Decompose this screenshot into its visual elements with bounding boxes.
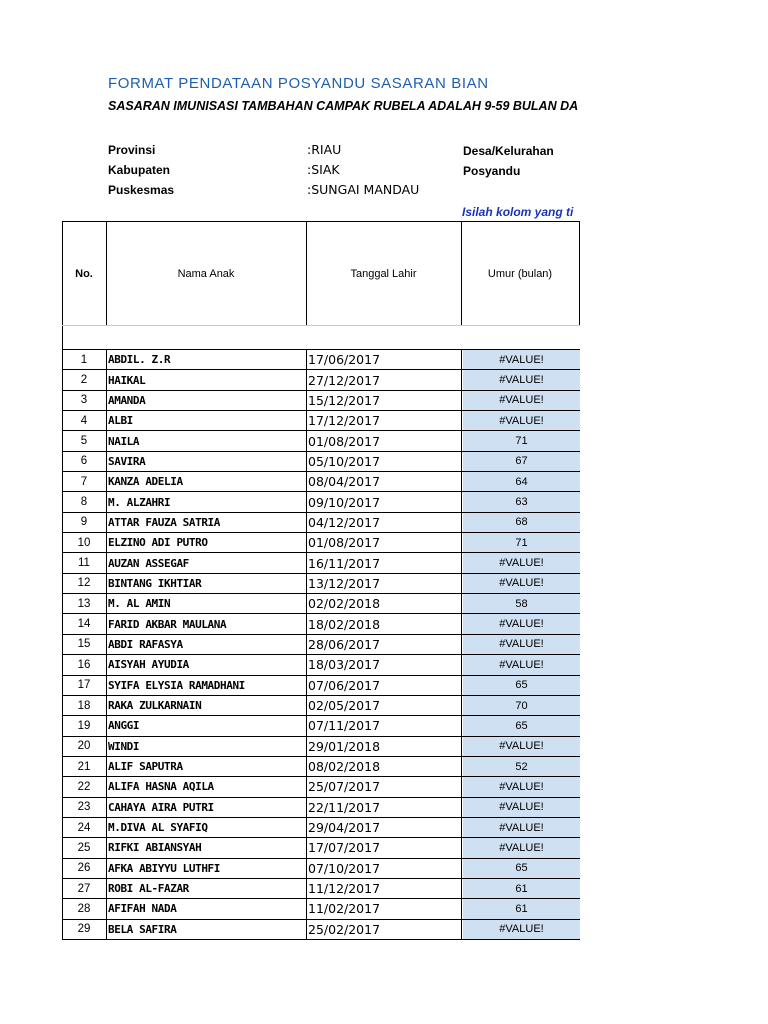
cell-no[interactable]: 26 xyxy=(77,862,91,875)
cell-nama-anak[interactable]: AFKA ABIYYU LUTHFI xyxy=(108,861,221,875)
cell-no[interactable]: 18 xyxy=(77,699,91,712)
cell-umur[interactable]: #VALUE! xyxy=(463,614,580,633)
table-row[interactable] xyxy=(62,899,580,919)
cell-nama-anak[interactable]: AUZAN ASSEGAF xyxy=(108,556,189,570)
table-row[interactable] xyxy=(62,635,580,655)
table-row[interactable] xyxy=(62,676,580,696)
cell-umur[interactable]: 65 xyxy=(463,716,580,735)
cell-umur[interactable]: #VALUE! xyxy=(463,635,580,654)
data-table xyxy=(62,221,580,940)
cell-no[interactable]: 13 xyxy=(77,597,91,610)
cell-nama-anak[interactable]: RAKA ZULKARNAIN xyxy=(108,699,202,713)
table-row[interactable] xyxy=(62,920,580,940)
cell-tanggal-lahir[interactable]: 25/07/2017 xyxy=(308,779,381,795)
cell-umur[interactable]: #VALUE! xyxy=(463,920,580,939)
cell-tanggal-lahir[interactable]: 17/06/2017 xyxy=(308,352,381,368)
cell-no[interactable]: 20 xyxy=(77,740,91,753)
cell-no[interactable]: 21 xyxy=(77,760,91,773)
cell-umur[interactable]: 61 xyxy=(463,899,580,918)
cell-no[interactable]: 27 xyxy=(77,882,91,895)
cell-tanggal-lahir[interactable]: 01/08/2017 xyxy=(308,433,381,449)
cell-tanggal-lahir[interactable]: 16/11/2017 xyxy=(308,555,381,571)
cell-nama-anak[interactable]: BELA SAFIRA xyxy=(108,922,177,936)
cell-umur[interactable]: 64 xyxy=(463,472,580,491)
cell-nama-anak[interactable]: ANGGI xyxy=(108,719,140,733)
cell-no[interactable]: 6 xyxy=(80,455,88,468)
cell-no[interactable]: 14 xyxy=(77,618,91,631)
instruction-note: Isilah kolom yang ti xyxy=(462,205,574,219)
table-row[interactable] xyxy=(62,614,580,634)
cell-tanggal-lahir[interactable]: 11/12/2017 xyxy=(308,881,381,897)
table-row[interactable] xyxy=(62,716,580,736)
table-row[interactable] xyxy=(62,655,580,675)
cell-tanggal-lahir[interactable]: 27/12/2017 xyxy=(308,372,381,388)
desa-label: Desa/Kelurahan xyxy=(463,144,554,158)
cell-no[interactable]: 1 xyxy=(80,353,88,366)
cell-tanggal-lahir[interactable]: 22/11/2017 xyxy=(308,799,381,815)
kabupaten-value: :SIAK xyxy=(307,162,340,177)
cell-nama-anak[interactable]: M.DIVA AL SYAFIQ xyxy=(108,821,208,835)
cell-nama-anak[interactable]: ABDIL. Z.R xyxy=(108,353,171,367)
table-row[interactable] xyxy=(62,696,580,716)
cell-no[interactable]: 25 xyxy=(77,841,91,854)
cell-no[interactable]: 10 xyxy=(77,536,91,549)
cell-nama-anak[interactable]: AISYAH AYUDIA xyxy=(108,658,189,672)
cell-nama-anak[interactable]: ALIFA HASNA AQILA xyxy=(108,780,214,794)
cell-nama-anak[interactable]: SYIFA ELYSIA RAMADHANI xyxy=(108,678,245,692)
table-row[interactable] xyxy=(62,350,580,370)
cell-umur[interactable]: 68 xyxy=(463,513,580,532)
cell-tanggal-lahir[interactable]: 07/11/2017 xyxy=(308,718,381,734)
cell-tanggal-lahir[interactable]: 08/02/2018 xyxy=(308,759,381,775)
cell-umur[interactable]: 58 xyxy=(463,594,580,613)
cell-tanggal-lahir[interactable]: 17/07/2017 xyxy=(308,840,381,856)
cell-nama-anak[interactable]: KANZA ADELIA xyxy=(108,475,183,489)
cell-umur[interactable]: #VALUE! xyxy=(463,655,580,674)
cell-nama-anak[interactable]: ELZINO ADI PUTRO xyxy=(108,536,208,550)
cell-no[interactable]: 12 xyxy=(77,577,91,590)
cell-umur[interactable]: #VALUE! xyxy=(463,553,580,572)
table-body xyxy=(62,350,580,940)
page-title: FORMAT PENDATAAN POSYANDU SASARAN BIAN xyxy=(108,75,489,92)
cell-nama-anak[interactable]: CAHAYA AIRA PUTRI xyxy=(108,800,214,814)
cell-tanggal-lahir[interactable]: 29/01/2018 xyxy=(308,738,381,754)
cell-umur[interactable]: #VALUE! xyxy=(463,370,580,389)
table-row[interactable] xyxy=(62,737,580,757)
cell-umur[interactable]: 63 xyxy=(463,492,580,511)
cell-umur[interactable]: 65 xyxy=(463,859,580,878)
cell-umur[interactable]: #VALUE! xyxy=(463,391,580,410)
cell-no[interactable]: 2 xyxy=(80,374,88,387)
provinsi-label: Provinsi xyxy=(108,143,156,157)
cell-no[interactable]: 16 xyxy=(77,658,91,671)
cell-tanggal-lahir[interactable]: 28/06/2017 xyxy=(308,636,381,652)
cell-tanggal-lahir[interactable]: 04/12/2017 xyxy=(308,514,381,530)
cell-tanggal-lahir[interactable]: 13/12/2017 xyxy=(308,575,381,591)
puskesmas-value: :SUNGAI MANDAU xyxy=(307,182,420,197)
cell-nama-anak[interactable]: NAILA xyxy=(108,434,140,448)
cell-no[interactable]: 24 xyxy=(77,821,91,834)
cell-umur[interactable]: #VALUE! xyxy=(463,737,580,756)
cell-umur[interactable]: #VALUE! xyxy=(463,574,580,593)
table-row[interactable] xyxy=(62,472,580,492)
cell-nama-anak[interactable]: M. AL AMIN xyxy=(108,597,171,611)
cell-nama-anak[interactable]: FARID AKBAR MAULANA xyxy=(108,617,227,631)
cell-nama-anak[interactable]: BINTANG IKHTIAR xyxy=(108,576,202,590)
table-row[interactable] xyxy=(62,513,580,533)
table-row[interactable] xyxy=(62,411,580,431)
cell-tanggal-lahir[interactable]: 29/04/2017 xyxy=(308,820,381,836)
cell-tanggal-lahir[interactable]: 08/04/2017 xyxy=(308,474,381,490)
posyandu-label: Posyandu xyxy=(463,164,521,178)
cell-umur[interactable]: 52 xyxy=(463,757,580,776)
cell-tanggal-lahir[interactable]: 18/02/2018 xyxy=(308,616,381,632)
table-row[interactable] xyxy=(62,391,580,411)
cell-umur[interactable]: 71 xyxy=(463,431,580,450)
cell-tanggal-lahir[interactable]: 17/12/2017 xyxy=(308,413,381,429)
cell-tanggal-lahir[interactable]: 07/10/2017 xyxy=(308,860,381,876)
cell-nama-anak[interactable]: AMANDA xyxy=(108,393,146,407)
cell-umur[interactable]: #VALUE! xyxy=(463,777,580,796)
cell-umur[interactable]: 71 xyxy=(463,533,580,552)
cell-umur[interactable]: 61 xyxy=(463,879,580,898)
cell-umur[interactable]: 65 xyxy=(463,676,580,695)
provinsi-value: :RIAU xyxy=(307,142,342,157)
cell-nama-anak[interactable]: RIFKI ABIANSYAH xyxy=(108,841,202,855)
cell-tanggal-lahir[interactable]: 15/12/2017 xyxy=(308,392,381,408)
table-row[interactable] xyxy=(62,492,580,512)
header-umur: Umur (bulan) xyxy=(487,267,553,280)
cell-no[interactable]: 15 xyxy=(77,638,91,651)
cell-no[interactable]: 5 xyxy=(80,435,88,448)
cell-nama-anak[interactable]: ROBI AL-FAZAR xyxy=(108,882,189,896)
cell-umur[interactable]: 70 xyxy=(463,696,580,715)
puskesmas-label: Puskesmas xyxy=(108,183,175,197)
table-row[interactable] xyxy=(62,798,580,818)
cell-no[interactable]: 29 xyxy=(77,923,91,936)
cell-no[interactable]: 4 xyxy=(80,414,88,427)
cell-umur[interactable]: #VALUE! xyxy=(463,350,580,369)
cell-nama-anak[interactable]: M. ALZAHRI xyxy=(108,495,171,509)
cell-nama-anak[interactable]: ALBI xyxy=(108,414,133,428)
table-row[interactable] xyxy=(62,777,580,797)
cell-no[interactable]: 22 xyxy=(77,780,91,793)
table-row[interactable] xyxy=(62,757,580,777)
cell-tanggal-lahir[interactable]: 18/03/2017 xyxy=(308,657,381,673)
cell-umur[interactable]: #VALUE! xyxy=(463,838,580,857)
cell-umur[interactable]: #VALUE! xyxy=(463,818,580,837)
cell-umur[interactable]: #VALUE! xyxy=(463,411,580,430)
table-row[interactable] xyxy=(62,879,580,899)
header-no: No. xyxy=(75,267,93,280)
cell-no[interactable]: 23 xyxy=(77,801,91,814)
cell-nama-anak[interactable]: ALIF SAPUTRA xyxy=(108,760,183,774)
cell-no[interactable]: 7 xyxy=(80,475,88,488)
cell-no[interactable]: 3 xyxy=(80,394,88,407)
table-row[interactable] xyxy=(62,594,580,614)
cell-tanggal-lahir[interactable]: 02/05/2017 xyxy=(308,698,381,714)
cell-no[interactable]: 9 xyxy=(80,516,88,529)
cell-tanggal-lahir[interactable]: 01/08/2017 xyxy=(308,535,381,551)
cell-no[interactable]: 11 xyxy=(78,557,90,570)
cell-umur[interactable]: 67 xyxy=(463,452,580,471)
cell-nama-anak[interactable]: ATTAR FAUZA SATRIA xyxy=(108,515,221,529)
cell-nama-anak[interactable]: WINDI xyxy=(108,739,140,753)
cell-nama-anak[interactable]: AFIFAH NADA xyxy=(108,902,177,916)
cell-nama-anak[interactable]: HAIKAL xyxy=(108,373,146,387)
cell-tanggal-lahir[interactable]: 07/06/2017 xyxy=(308,677,381,693)
cell-nama-anak[interactable]: SAVIRA xyxy=(108,454,146,468)
table-row[interactable] xyxy=(62,452,580,472)
header-gap xyxy=(62,325,580,350)
table-row[interactable] xyxy=(62,533,580,553)
kabupaten-label: Kabupaten xyxy=(108,163,171,177)
cell-no[interactable]: 19 xyxy=(77,719,91,732)
cell-nama-anak[interactable]: ABDI RAFASYA xyxy=(108,637,183,651)
cell-no[interactable]: 17 xyxy=(77,679,91,692)
table-row[interactable] xyxy=(62,553,580,573)
cell-tanggal-lahir[interactable]: 25/02/2017 xyxy=(308,921,381,937)
table-row[interactable] xyxy=(62,431,580,451)
table-row[interactable] xyxy=(62,370,580,390)
cell-tanggal-lahir[interactable]: 05/10/2017 xyxy=(308,453,381,469)
cell-umur[interactable]: #VALUE! xyxy=(463,798,580,817)
cell-tanggal-lahir[interactable]: 02/02/2018 xyxy=(308,596,381,612)
page-subtitle: SASARAN IMUNISASI TAMBAHAN CAMPAK RUBELA ADALAH 9-59 BULAN DA xyxy=(108,99,579,113)
cell-tanggal-lahir[interactable]: 11/02/2017 xyxy=(308,901,381,917)
cell-no[interactable]: 8 xyxy=(80,496,88,509)
table-row[interactable] xyxy=(62,818,580,838)
table-row[interactable] xyxy=(62,574,580,594)
header-nama-anak: Nama Anak xyxy=(177,267,235,280)
cell-no[interactable]: 28 xyxy=(77,902,91,915)
table-header xyxy=(62,221,580,325)
cell-tanggal-lahir[interactable]: 09/10/2017 xyxy=(308,494,381,510)
table-row[interactable] xyxy=(62,838,580,858)
header-tanggal-lahir: Tanggal Lahir xyxy=(350,267,417,280)
table-row[interactable] xyxy=(62,859,580,879)
